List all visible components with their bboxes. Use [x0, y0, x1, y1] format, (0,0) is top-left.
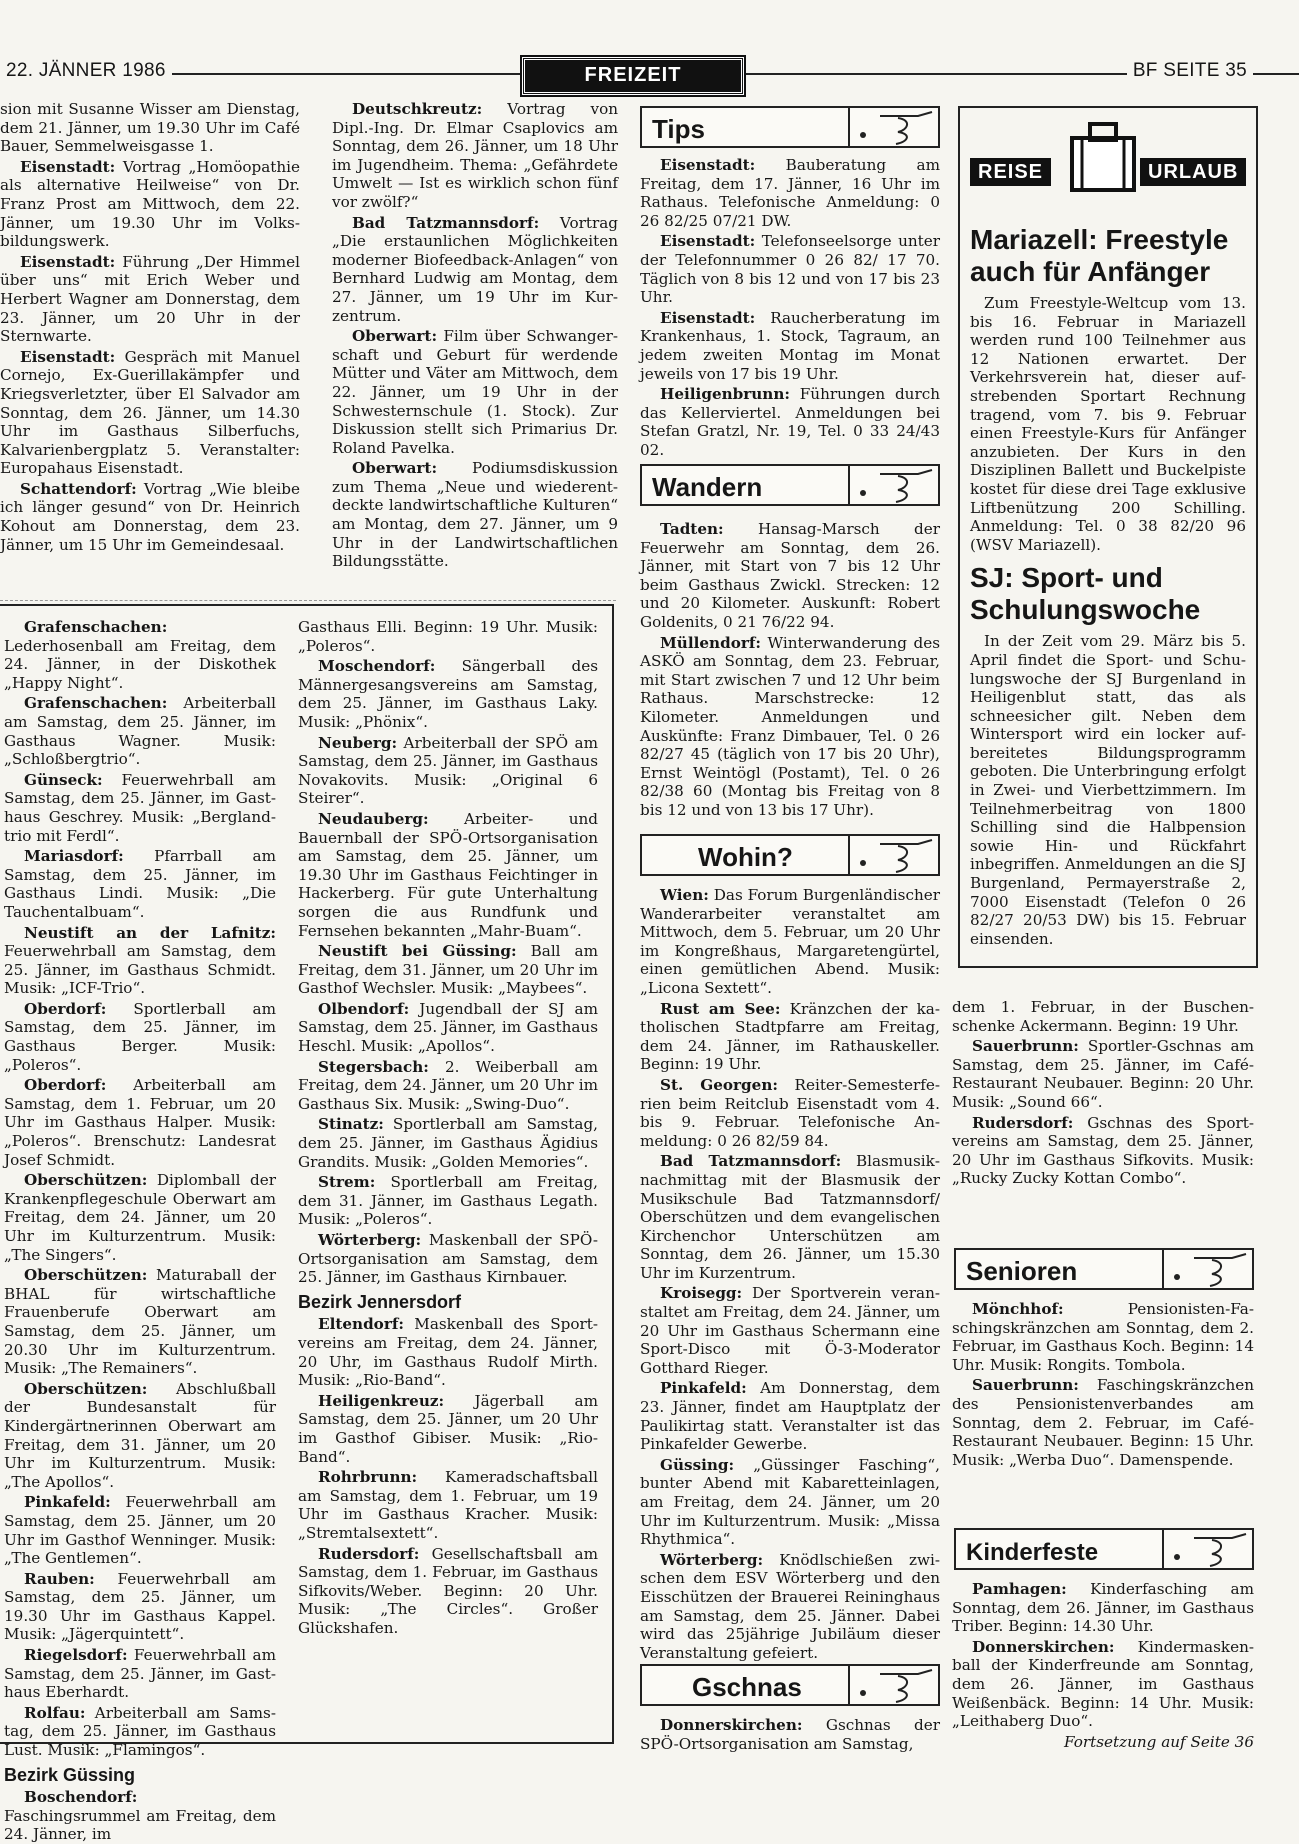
- entry-text: Führungen durch das Kellerviertel. Anmeldungen bei Stefan Gratzl, Nr. 19, Tel. 0 33 24/43 02.: [640, 385, 940, 459]
- entry-text: Arbeiterball am Samstag, dem 25. Jänner, im Gasthaus Wagner. Musik: „Schloßbergtrio“.: [4, 694, 276, 769]
- entry: [298, 1000, 598, 1056]
- entry: [298, 942, 598, 998]
- entry-text: Hansag-Marsch der Feuerwehr am Sonntag, dem 26. Jänner, mit Start von 7 bis 12 Uhr beim Gasthaus Zwickl. Strecken: 12 und 20 Kilometer. Auskunft: Robert Goldenits, 0 21 76/22 94.: [640, 520, 940, 631]
- entry-place: Bad Tatzmannsdorf:: [660, 1152, 842, 1171]
- entry-text: Feuerwehrball am Samstag, dem 25. Jänner, um 19.30 Uhr im Gasthaus Kappel. Musik: „Jägerquintett“.: [4, 1569, 276, 1644]
- column-gschnas-continued: [952, 998, 1254, 1238]
- label-dot: [860, 860, 866, 866]
- entry-place: Mönchhof:: [972, 1300, 1064, 1318]
- entry: [298, 734, 598, 808]
- entry: [4, 1171, 276, 1264]
- entry-place: Eisenstadt:: [20, 252, 116, 271]
- entry-place: Grafenschachen:: [24, 618, 168, 636]
- entry-place: Pinkafeld:: [24, 1493, 111, 1512]
- entry-text: Film über Schwangerschaft und Geburt für werdende Mütter und Väter am Mittwoch, dem 22. Jänner, um 19 Uhr in der Schwesternschule (1. Stock). Zur Diskussion stellt sich Primarius Dr. Roland Pavelka.: [332, 327, 618, 457]
- district-heading: Bezirk Güssing: [4, 1764, 136, 1785]
- entry: [332, 327, 618, 457]
- entry: [4, 1570, 276, 1644]
- entry: [4, 1076, 276, 1169]
- entry-place: Günseck:: [24, 770, 103, 789]
- entry: [640, 1379, 940, 1453]
- entry: [4, 1380, 276, 1492]
- entry-place: Pinkafeld:: [660, 1379, 747, 1398]
- entry: [640, 886, 940, 998]
- entry: [298, 1392, 598, 1466]
- article-body: Zum Freestyle-Weltcup vom 13. bis 16. Februar in Mariazell werden rund 100 Teilnehmer aus 12 Nationen erwartet. Der Verkehrsverein hat, dieser aufstrebenden Sportart Rechnung tragend, vom 7. bis 9. Februar einen Freestyle-Kurs für Anfänger anzubieten. Der Kurs in den Disziplinen Ballett und Buckelpiste kostet für diese drei Tage exklusive Liftbenützung 200 Schilling. Anmeldung: Tel. 0 38 82/20 96 (WSV Mariazell).: [970, 294, 1246, 554]
- entry-text: Raucherberatung im Krankenhaus, 1. Stock, Tagraum, an jedem zweiten Montag im Monat jeweils von 17 bis 19 Uhr.: [640, 308, 940, 383]
- entry-place: Sauerbrunn:: [972, 1037, 1079, 1056]
- entry: [640, 1000, 940, 1074]
- entry-place: Wien:: [660, 886, 709, 904]
- entry-place: Heiligenkreuz:: [318, 1391, 445, 1410]
- label-separator: [1162, 1250, 1164, 1288]
- entry-text: Sportlerball am Samstag, dem 25. Jänner, im Gasthaus Ägidius Grandits. Musik: „Golden Memories“.: [298, 1115, 598, 1171]
- entry-place: Olbendorf:: [318, 999, 410, 1018]
- entry: [298, 618, 598, 655]
- suitcase-icon: [1066, 116, 1146, 196]
- tag-urlaub: URLAUB: [1140, 158, 1246, 186]
- entry: [332, 100, 618, 212]
- entry-text: dem 1. Februar, in der Buschenschenke Ackermann. Beginn: 19 Uhr.: [952, 998, 1254, 1035]
- entry: [332, 214, 618, 326]
- label-kinderfeste: [954, 1528, 1254, 1570]
- entry-text: Vortrag von Dipl.-Ing. Dr. Elmar Csaplovics am Sonntag, dem 26. Jänner, um 18 Uhr im Jugendheim. Thema: „Gefährdete Umwelt — Ist es wirklich schon fünf vor zwölf?“: [332, 100, 618, 211]
- entry: [952, 1580, 1254, 1636]
- entry-text: Gschnas der SPÖ-Ortsorganisation am Samstag,: [640, 1716, 940, 1753]
- entry-text: Führung „Der Himmel über uns“ mit Erich Weber und Herbert Wagner am Donnerstag, dem 23. Jänner, um 20 Uhr in der Sternwarte.: [0, 252, 300, 346]
- entry: [4, 1266, 276, 1378]
- entry: [640, 385, 940, 459]
- label-separator: [848, 466, 850, 504]
- pen-icon: [878, 468, 938, 504]
- entry-place: Eisenstadt:: [660, 156, 756, 174]
- pen-icon: [1192, 1252, 1252, 1288]
- entry-place: Neuberg:: [318, 733, 398, 752]
- reise-urlaub-header: [962, 110, 1252, 204]
- entry-place: Eltendorf:: [318, 1315, 404, 1334]
- entry: [4, 1493, 276, 1567]
- entry-text: Gschnas des Sportvereins am Samstag, dem 25. Jänner, 20 Uhr im Gasthaus Sifkovits. Musik: „Rucky Zucky Kottan Combo“.: [952, 1113, 1254, 1188]
- entry-text: Vortrag „Die erstaunlichen Möglichkeiten moderner Biofeedback-Anlagen“ von Bernhard Ludwig am Montag, dem 27. Jänner, um 19 Uhr im Kurzentrum.: [332, 213, 618, 325]
- pen-icon: [878, 838, 938, 874]
- entry: [4, 1646, 276, 1702]
- entry-text: Podiumsdiskussion zum Thema „Neue und wiederentdeckte landwirtschaftliche Kulturen“ am Montag, dem 27. Jänner, um 9 Uhr in der Landwirtschaftlichen Bildungsstätte.: [332, 459, 618, 571]
- entry-place: Wörterberg:: [318, 1231, 422, 1249]
- entry-text: Blasmusiknachmittag mit der Blasmusik der Musikschule Bad Tatzmannsdorf/ Oberschützen und dem evangelischen Kirchenchor Unterschützen am Sonntag, dem 26. Jänner, um 15.30 Uhr im Kurzentrum.: [640, 1152, 940, 1282]
- entry-text: 2. Weiberball am Freitag, dem 24. Jänner, um 20 Uhr im Gasthaus Six. Musik: „Swing-Duo“.: [298, 1057, 598, 1113]
- entry-place: Müllendorf:: [660, 633, 761, 652]
- entry-place: Deutschkreutz:: [352, 100, 483, 118]
- entry-place: Pamhagen:: [972, 1580, 1067, 1598]
- entry: [0, 253, 300, 346]
- entry: [0, 480, 300, 554]
- pen-icon: [878, 1668, 938, 1704]
- entry: [640, 1551, 940, 1663]
- entry: [4, 694, 276, 768]
- divider: [0, 600, 616, 601]
- entry-text: Pfarrball am Samstag, dem 25. Jänner, im Gasthaus Lindi. Musik: „Die Tauchentalbuam“.: [4, 847, 276, 921]
- label-dot: [860, 1690, 866, 1696]
- entry-text: Kinderfasching am Sonntag, dem 26. Jänner, im Gasthaus Triber. Beginn: 14.30 Uhr.: [952, 1580, 1254, 1636]
- entry: [952, 1376, 1254, 1469]
- column-events-1: [0, 100, 300, 590]
- entry-text: Vortrag „Homöopathie als alternative Heilweise“ von Dr. Franz Prost am Mittwoch, dem 22. Jänner, um 19.30 Uhr im Volksbildungswerk.: [0, 157, 300, 251]
- entry-text: Faschingskränzchen des Pensionistenverbandes am Sonntag, dem 2. Februar, im Café-Restaurant Neubauer. Beginn: 15 Uhr. Musik: „Werba Duo“. Damenspende.: [952, 1376, 1254, 1469]
- label-separator: [848, 1666, 850, 1704]
- kinderfeste-list: [952, 1580, 1254, 1750]
- entry-place: Rohrbrunn:: [318, 1468, 418, 1487]
- label-tips-text: Tips: [652, 114, 705, 144]
- entry-place: Eisenstadt:: [20, 347, 116, 366]
- ball-column-right: [298, 618, 598, 1728]
- entry-place: Rudersdorf:: [972, 1113, 1074, 1132]
- entry-text: Pensionisten-Faschingskränzchen am Sonntag, dem 2. Februar, im Gasthaus Koch. Beginn: 14 Uhr. Musik: Rongits. Tombola.: [952, 1300, 1254, 1374]
- ball-column-left: [4, 618, 276, 1844]
- entry-text: Sportlerball am Freitag, dem 31. Jänner, im Gasthaus Legath. Musik: „Poleros“.: [298, 1173, 598, 1229]
- entry-place: Oberschützen:: [24, 1171, 148, 1190]
- entry-text: Faschingsrummel am Freitag, dem 24. Jänner, im: [4, 1806, 276, 1844]
- entry-place: Kroisegg:: [660, 1284, 743, 1303]
- entry-text: Kameradschaftsball am Samstag, dem 1. Februar, um 19 Uhr im Gasthaus Kracher. Musik: „Stremtalsextett“.: [298, 1468, 598, 1542]
- label-separator: [848, 836, 850, 874]
- section-tag: FREIZEIT: [522, 57, 744, 95]
- entry: [298, 1545, 598, 1638]
- entry: [0, 348, 300, 478]
- entry: [4, 1000, 276, 1074]
- entry-place: Oberwart:: [352, 327, 438, 346]
- entry-text: Sängerball des Männergesangsvereins am Samstag, dem 25. Jänner, im Gasthaus Laky. Musik: „Phönix“.: [298, 657, 598, 731]
- entry-place: Stinatz:: [318, 1115, 384, 1134]
- entry-place: Riegelsdorf:: [24, 1646, 128, 1665]
- entry-place: Eisenstadt:: [20, 157, 116, 176]
- entry-place: Strem:: [318, 1173, 376, 1192]
- label-wandern: [640, 464, 940, 506]
- entry: [952, 1638, 1254, 1731]
- entry: [952, 998, 1254, 1035]
- entry-place: Neustift an der Lafnitz:: [24, 923, 276, 942]
- label-dot: [860, 490, 866, 496]
- entry: [298, 1315, 598, 1389]
- entry-place: Neudauberg:: [318, 809, 429, 828]
- entry-text: Jägerball am Samstag, dem 25. Jänner, um 20 Uhr im Gasthof Gibiser. Musik: „Rio-Band“.: [298, 1391, 598, 1466]
- label-wohin: [640, 834, 940, 876]
- entry: [298, 1173, 598, 1229]
- entry: [298, 810, 598, 940]
- entry: [640, 1076, 940, 1150]
- entry: [4, 924, 276, 998]
- entry-place: Rauben:: [24, 1569, 95, 1588]
- entry: [298, 1058, 598, 1114]
- entry: [4, 618, 276, 692]
- page-number: BF SEITE 35: [1127, 60, 1253, 82]
- entry-text: Ball am Freitag, dem 31. Jänner, um 20 Uhr im Gasthof Wechsler. Musik: „Maybees“.: [298, 942, 599, 998]
- entry-place: St. Georgen:: [660, 1075, 778, 1094]
- label-tips: [640, 106, 940, 148]
- label-dot: [1174, 1274, 1180, 1280]
- column-events-2: [332, 100, 618, 590]
- entry: [640, 1456, 940, 1549]
- entry-place: Heiligenbrunn:: [660, 385, 790, 404]
- entry: [640, 1716, 940, 1753]
- entry-place: Sauerbrunn:: [972, 1376, 1079, 1395]
- entry-text: Telefonseelsorge unter der Telefonnummer 0 26 82/ 17 70. Täglich von 8 bis 12 und von 17 bis 23 Uhr.: [640, 232, 940, 307]
- entry: [952, 1300, 1254, 1374]
- label-kinderfeste-text: Kinderfeste: [966, 1539, 1099, 1566]
- entry: [332, 459, 618, 571]
- entry: [4, 1788, 276, 1844]
- entry-text: Kränzchen der katholischen Stadtpfarre am Freitag, dem 24. Jänner, im Rathauskeller. Beginn: 19 Uhr.: [640, 999, 940, 1074]
- label-separator: [1162, 1530, 1164, 1568]
- gschnas-list: [640, 1716, 940, 1760]
- entry-text: Diplomball der Krankenpflegeschule Oberwart am Freitag, dem 24. Jänner, um 20 Uhr im Kulturzentrum. Musik: „The Singers“.: [4, 1171, 276, 1264]
- entry: [4, 1704, 276, 1760]
- entry-text: Am Donnerstag, dem 23. Jänner, findet am Hauptplatz der Paulikirtag statt. Veranstalter ist das Pinkafelder Gewerbe.: [640, 1379, 940, 1454]
- entry-text: Der Sportverein veranstaltet am Freitag, dem 24. Jänner, um 20 Uhr im Gasthaus Schermann eine Sport-Disco mit Ö-3-Moderator Gotthard Rieger.: [640, 1284, 940, 1377]
- entry-text: Lederhosenball am Freitag, dem 24. Jänner, in der Diskothek „Happy Night“.: [4, 636, 276, 692]
- senioren-list: [952, 1300, 1254, 1520]
- entry-text: Arbeiterball am Samstag, dem 25. Jänner, im Gasthaus Lust. Musik: „Flamingos“.: [4, 1703, 276, 1760]
- article-headline: SJ: Sport- und Schulungswoche: [970, 562, 1201, 626]
- entry-place: Donnerskirchen:: [972, 1637, 1115, 1656]
- entry-place: Grafenschachen:: [24, 694, 168, 713]
- entry-text: Knödlschießen zwischen dem ESV Wörterberg und den Eisschützen der Brauerei Reininghaus am Samstag, dem 25. Jänner. Dabei wird das 25jährige Jubiläum dieser Veranstaltung gefeiert.: [640, 1550, 940, 1662]
- label-gschnas: [640, 1664, 940, 1706]
- entry-text: Feuerwehrball am Samstag, dem 25. Jänner, im Gasthaus Eberhardt.: [4, 1646, 276, 1702]
- entry-text: Feuerwehrball am Samstag, dem 25. Jänner, im Gasthaus Schmidt. Musik: „ICF-Trio“.: [4, 942, 276, 998]
- entry-place: Rudersdorf:: [318, 1544, 420, 1563]
- entry-text: Maskenball der SPÖ-Ortsorganisation am Samstag, dem 25. Jänner, im Gasthaus Kirnbauer.: [298, 1231, 598, 1287]
- entry-place: Bad Tatzmannsdorf:: [352, 213, 540, 232]
- entry-text: Maturaball der BHAL für wirtschaftliche Frauenberufe Oberwart am Samstag, dem 25. Jänner, um 20.30 Uhr im Kulturzentrum. Musik: „The Remainers“.: [4, 1266, 276, 1378]
- entry-place: Neustift bei Güssing:: [318, 942, 517, 961]
- label-senioren-text: Senioren: [966, 1256, 1078, 1286]
- entry: [640, 1152, 940, 1282]
- entry-place: Oberschützen:: [24, 1379, 148, 1398]
- entry-place: Oberdorf:: [24, 999, 107, 1018]
- entry-place: Mariasdorf:: [24, 847, 124, 866]
- reise-articles: [970, 216, 1246, 960]
- entry-text: Vortrag „Wie bleibe ich länger gesund“ von Dr. Heinrich Kohout am Donnerstag, dem 23. Jänner, um 15 Uhr im Gemeindesaal.: [0, 479, 300, 554]
- entry-place: Rust am See:: [660, 999, 781, 1018]
- entry-text: Das Forum Burgenländischer Wanderarbeiter veranstaltet am Mittwoch, dem 5. Februar, um 20 Uhr im Kongreßhaus, Margaretengürtel, einen gemütlichen Abend. Musik: „Licona Sextett“.: [640, 886, 940, 997]
- entry-place: Schattendorf:: [20, 479, 137, 498]
- entry: [4, 771, 276, 845]
- entry-text: Gespräch mit Manuel Cornejo, Ex-Guerillakämpfer und Kriegsverletzter, über El Salvador am Sonntag, dem 26. Jänner, um 14.30 Uhr im Gasthaus Silberfuchs, Kalvarienbergplatz 5. Veranstalter: Europahaus Eisenstadt.: [0, 347, 300, 478]
- entry: [640, 634, 940, 820]
- entry-place: Moschendorf:: [318, 657, 436, 676]
- entry-place: Tadten:: [660, 520, 724, 538]
- pen-icon: [1192, 1532, 1252, 1568]
- entry-text: Maskenball des Sportvereins am Freitag, dem 24. Jänner, 20 Uhr, im Gasthaus Rudolf Mirth. Musik: „Rio-Band“.: [298, 1315, 598, 1390]
- entry-text: Arbeiter- und Bauernball der SPÖ-Ortsorganisation am Samstag, dem 25. Jänner, um 19.30 Uhr im Gasthaus Feichtinger in Hackerberg. Für gute Unterhaltung sorgen die aus Rundfunk und Fernsehen bekannten „Mahr-Buam“.: [298, 809, 598, 940]
- entry: [4, 847, 276, 921]
- entry-place: Güssing:: [660, 1455, 735, 1474]
- label-wandern-text: Wandern: [652, 472, 763, 502]
- entry-text: Arbeiterball der SPÖ am Samstag, dem 25. Jänner, im Gasthaus Novakovits. Musik: „Original 6 Steirer“.: [298, 733, 598, 808]
- entry: [640, 309, 940, 383]
- entry: [298, 1115, 598, 1171]
- entry: [0, 158, 300, 251]
- district-heading: Bezirk Jennersdorf: [298, 1291, 462, 1312]
- label-separator: [848, 108, 850, 146]
- entry-place: Oberwart:: [352, 459, 438, 478]
- entry-text: „Güssinger Fasching“, bunter Abend mit Kabaretteinlagen, am Freitag, dem 24. Jänner, um 20 Uhr im Kulturzentrum. Musik: „Missa Rhythmica“.: [640, 1455, 940, 1549]
- entry-text: Gesellschaftsball am Samstag, dem 1. Februar, im Gasthaus Sifkovits/Weber. Beginn: 20 Uhr. Musik: „The Circles“. Großer Glückshafen.: [298, 1544, 598, 1637]
- entry-text: Winterwanderung des ASKÖ am Sonntag, dem 23. Februar, mit Start zwischen 7 und 12 Uhr beim Rathaus. Marschstrecke: 12 Kilometer. Anmeldungen und Auskünfte: Franz Dimbauer, Tel. 0 26 82/27 45 (täglich von 17 bis 20 Uhr), Ernst Weintögl (Postamt), Tel. 0 26 82/38 60 (Montag bis Freitag von 8 bis 12 und von 13 bis 17 Uhr).: [640, 633, 940, 819]
- article-body: In der Zeit vom 29. März bis 5. April findet die Sport- und Schulungswoche der SJ Burgenland in Heiligenblut statt, das als schneesicher gilt. Neben dem Wintersport wird ein locker aufbereitetes Bildungsprogramm geboten. Die Unterbringung erfolgt in Zwei- und Vierbettzimmern. Im Teilnehmerbeitrag von 1800 Schilling sind die Halbpension sowie Hin- und Rückfahrt inbegriffen. Anmeldungen an die SJ Burgenland, Permayerstraße 2, 7000 Eisenstadt (Telefon 0 26 82/27 20/53 DW) bis 15. Februar einsenden.: [970, 632, 1246, 948]
- entry: [952, 1037, 1254, 1111]
- article-headline: Mariazell: Freestyle auch für Anfänger: [970, 224, 1229, 287]
- label-senioren: [954, 1248, 1254, 1290]
- tips-list: [640, 156, 940, 459]
- label-dot: [1174, 1554, 1180, 1560]
- entry: [640, 232, 940, 306]
- label-dot: [860, 132, 866, 138]
- wandern-list: [640, 520, 940, 820]
- entry-text: Sportler-Gschnas am Samstag, dem 25. Jänner, im Café-Restaurant Neubauer. Beginn: 20 Uhr. Musik: „Sound 66“.: [952, 1037, 1254, 1111]
- wohin-list: [640, 886, 940, 1662]
- entry: [640, 156, 940, 230]
- pen-icon: [878, 110, 938, 146]
- entry-text: Abschlußball der Bundesanstalt für Kindergärtnerinnen Oberwart am Freitag, dem 31. Jänner, um 20 Uhr im Kulturzentrum. Musik: „The Apollos“.: [4, 1379, 276, 1491]
- entry: [298, 1468, 598, 1542]
- entry: [0, 100, 300, 156]
- entry-place: Boschendorf:: [24, 1788, 138, 1807]
- entry-place: Oberschützen:: [24, 1266, 148, 1285]
- entry-text: sion mit Susanne Wisser am Dienstag, dem 21. Jänner, um 19.30 Uhr im Café Bauer, Semmelweisgasse 1.: [0, 100, 300, 156]
- entry: [952, 1114, 1254, 1188]
- entry-text: Reiter-Semesterferien beim Reitclub Eisenstadt vom 4. bis 9. Februar. Telefonische Anmeldung: 0 26 82/59 84.: [640, 1075, 940, 1150]
- entry-text: Feuerwehrball am Samstag, dem 25. Jänner, um 20 Uhr im Gasthof Wenninger. Musik: „The Gentlemen“.: [4, 1493, 276, 1568]
- entry-text: Kindermaskenball der Kinderfreunde am Sonntag, dem 26. Jänner, im Gasthaus Weißenbäck. Beginn: 14 Uhr. Musik: „Leithaberg Duo“.: [952, 1637, 1254, 1731]
- entry-place: Eisenstadt:: [660, 232, 756, 251]
- entry: [298, 1231, 598, 1287]
- entry-place: Stegersbach:: [318, 1057, 429, 1076]
- entry-text: Arbeiterball am Samstag, dem 1. Februar, um 20 Uhr im Gasthaus Halper. Musik: „Poleros“. Brenschutz: Landesrat Josef Schmidt.: [4, 1076, 276, 1169]
- entry-text: Sportlerball am Samstag, dem 25. Jänner, im Gasthaus Berger. Musik: „Poleros“.: [4, 999, 276, 1074]
- label-gschnas-text: Gschnas: [692, 1672, 802, 1702]
- label-wohin-text: Wohin?: [698, 842, 793, 872]
- entry-text: Bauberatung am Freitag, dem 17. Jänner, 16 Uhr im Rathaus. Telefonische Anmeldung: 0 26 82/25 07/21 DW.: [640, 156, 940, 230]
- continued-note: Fortsetzung auf Seite 36: [1064, 1732, 1254, 1751]
- entry-place: Oberdorf:: [24, 1076, 107, 1095]
- entry: [640, 1284, 940, 1377]
- entry-place: Eisenstadt:: [660, 308, 756, 327]
- entry-text: Feuerwehrball am Samstag, dem 25. Jänner, im Gasthaus Geschrey. Musik: „Berglandtrio mit Ferdl“.: [4, 770, 276, 845]
- entry-place: Wörterberg:: [660, 1550, 764, 1569]
- issue-date: 22. JÄNNER 1986: [0, 60, 172, 82]
- entry: [298, 657, 598, 731]
- entry-text: Jugendball der SJ am Samstag, dem 25. Jänner, im Gasthaus Heschl. Musik: „Apollos“.: [298, 999, 598, 1056]
- entry-place: Rolfau:: [24, 1703, 86, 1722]
- entry: [640, 520, 940, 632]
- tag-reise: REISE: [970, 158, 1051, 186]
- entry-text: Gasthaus Elli. Beginn: 19 Uhr. Musik: „Poleros“.: [298, 618, 598, 655]
- entry-place: Donnerskirchen:: [660, 1716, 803, 1734]
